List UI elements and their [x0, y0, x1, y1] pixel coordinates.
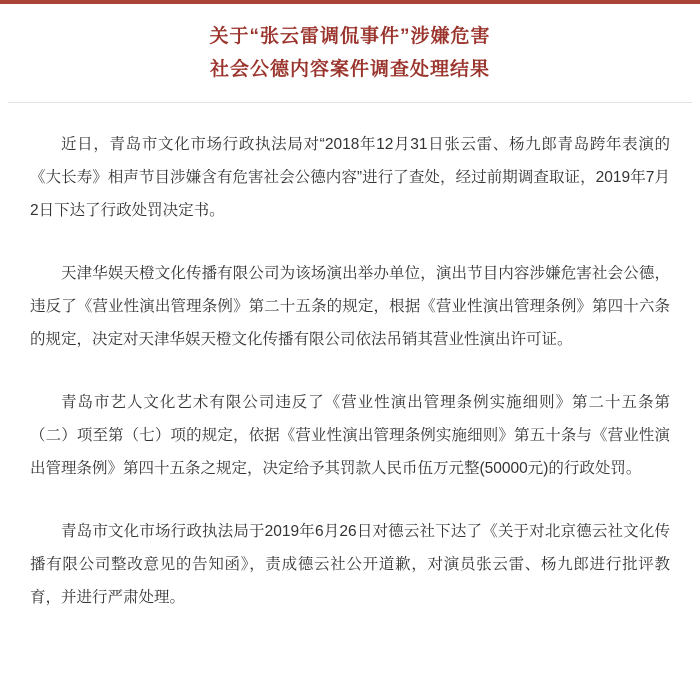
paragraph-fine-penalty: 青岛市艺人文化艺术有限公司违反了《营业性演出管理条例实施细则》第二十五条第（二）项至第（七）项的规定，依据《营业性演出管理条例实施细则》第五十条与《营业性演出管理条例》第四十五条之规定，决定给予其罚款人民币伍万元整(50000元)的行政处罚。 — [30, 394, 670, 477]
article-body — [0, 103, 700, 614]
paragraph-organizer-penalty: 天津华娱天橙文化传播有限公司为该场演出举办单位，演出节目内容涉嫌危害社会公德，违反了《营业性演出管理条例》第二十五条的规定，根据《营业性演出管理条例》第四十六条的规定，决定对天津华娱天橙文化传播有限公司依法吊销其营业性演出许可证。 — [30, 265, 670, 348]
page-title-line-1: 关于“张云雷调侃事件”涉嫌危害 — [209, 26, 491, 47]
paragraph-investigation-intro: 近日，青岛市文化市场行政执法局对“2018年12月31日张云雷、杨九郎青岛跨年表演的《大长寿》相声节目涉嫌含有危害社会公德内容”进行了查处，经过前期调查取证，2019年7月2日下达了行政处罚决定书。 — [30, 136, 670, 219]
page-title-line-2: 社会公德内容案件调查处理结果 — [209, 59, 490, 80]
page-title — [0, 4, 700, 86]
paragraph-notice-to-deyunshe: 青岛市文化市场行政执法局于2019年6月26日对德云社下达了《关于对北京德云社文化传播有限公司整改意见的告知函》，责成德云社公开道歉，对演员张云雷、杨九郎进行批评教育，并进行严肃处理。 — [30, 523, 670, 606]
